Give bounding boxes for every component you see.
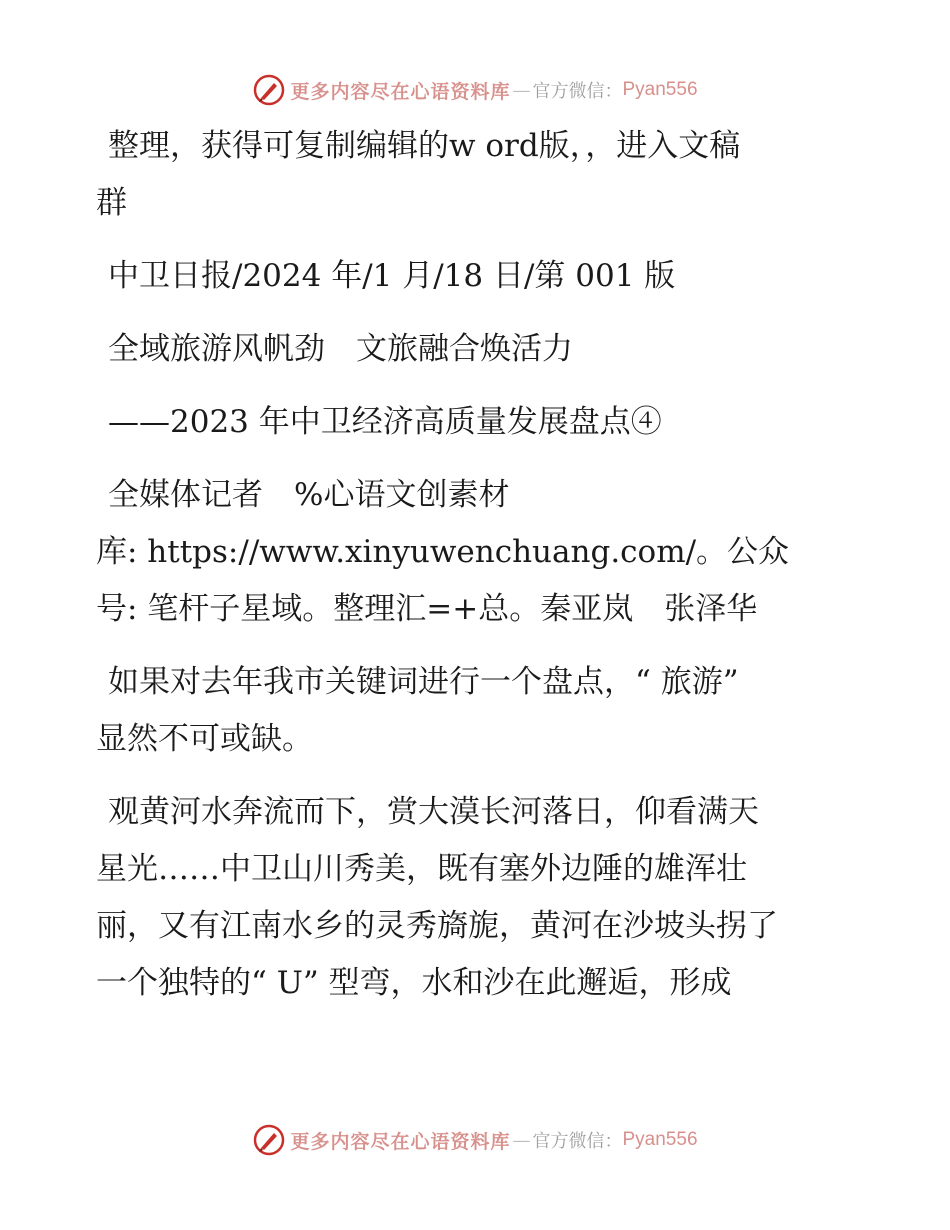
paragraph-headline (96, 321, 856, 378)
text-line: 丽，又有江南水乡的灵秀旖旎，黄河在沙坡头拐了 (96, 908, 778, 944)
banner-content (252, 73, 697, 107)
footer-banner (0, 1120, 950, 1160)
banner-content (252, 1123, 697, 1157)
text-line: 库: https://www.xinyuwenchuang.com/。公众 (96, 534, 790, 570)
header-banner (0, 70, 950, 110)
banner-wechat-id: Pyan556 (622, 79, 698, 100)
banner-slogan: 更多内容尽在心语资料库 (290, 1130, 511, 1153)
text-line: 一个独特的“ U” 型弯，水和沙在此邂逅，形成 (96, 965, 732, 1001)
text-line: 星光……中卫山川秀美，既有塞外边陲的雄浑壮 (96, 851, 747, 887)
quill-pen-logo-icon (252, 73, 286, 107)
banner-dash: — (512, 79, 531, 101)
banner-wechat-label: 官方微信： (532, 1131, 623, 1152)
paragraph-source (96, 248, 856, 305)
paragraph-body (96, 784, 856, 1012)
text-line: 全域旅游风帆劲 文旅融合焕活力 (108, 331, 573, 367)
text-line: 中卫日报/2024 年/1 月/18 日/第 001 版 (108, 258, 676, 294)
banner-wechat-label: 官方微信： (532, 81, 623, 102)
paragraph-note (96, 118, 856, 232)
quill-pen-logo-icon (252, 1123, 286, 1157)
paragraph-subheadline (96, 394, 856, 451)
text-line: 号: 笔杆子星域。整理汇=+总。秦亚岚 张泽华 (96, 591, 758, 627)
text-line: ——2023 年中卫经济高质量发展盘点④ (108, 404, 662, 440)
text-line: 显然不可或缺。 (96, 721, 313, 757)
article-body (96, 118, 856, 1028)
text-line: 群 (96, 185, 127, 221)
banner-wechat-id: Pyan556 (622, 1129, 698, 1150)
paragraph-intro (96, 654, 856, 768)
text-line: 整理，获得可复制编辑的w ord版，，进入文稿 (108, 128, 741, 164)
text-line: 如果对去年我市关键词进行一个盘点，“ 旅游” (108, 664, 739, 700)
text-line: 观黄河水奔流而下，赏大漠长河落日，仰看满天 (108, 794, 759, 830)
paragraph-byline (96, 467, 856, 638)
text-line: 全媒体记者 %心语文创素材 (108, 477, 510, 513)
banner-slogan: 更多内容尽在心语资料库 (290, 80, 511, 103)
banner-dash: — (512, 1129, 531, 1151)
